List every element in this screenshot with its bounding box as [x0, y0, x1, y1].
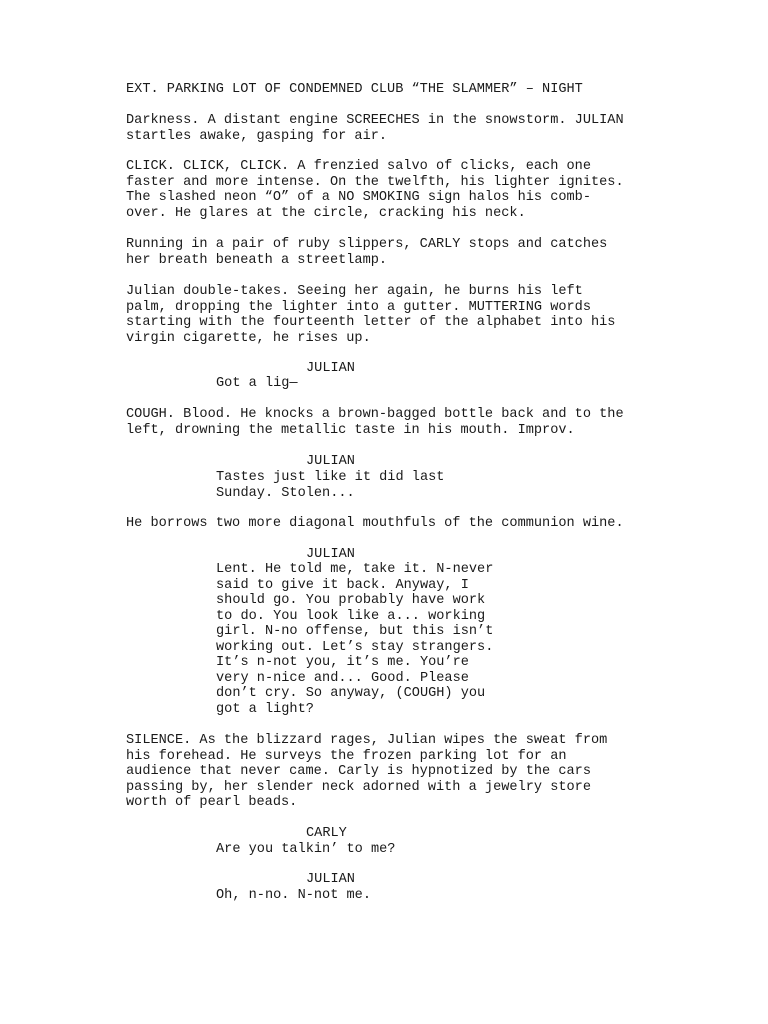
- action-line: CLICK. CLICK, CLICK. A frenzied salvo of clicks, each one: [126, 159, 591, 174]
- action-line: starting with the fourteenth letter of the alphabet into his: [126, 315, 616, 330]
- dialogue-line: to do. You look like a... working: [216, 608, 486, 624]
- action-line: over. He glares at the circle, cracking his neck.: [126, 205, 526, 221]
- dialogue-line: girl. N-no offense, but this isn’t: [216, 624, 494, 639]
- action-line: Julian double-takes. Seeing her again, he burns his left: [126, 284, 583, 299]
- action-line: startles awake, gasping for air.: [126, 128, 388, 144]
- action-line: passing by, her slender neck adorned with a jewelry store: [126, 779, 591, 795]
- action-line: virgin cigarette, he rises up.: [126, 330, 371, 346]
- dialogue-line: very n-nice and... Good. Please: [216, 670, 469, 686]
- dialogue-line: Sunday. Stolen...: [216, 485, 355, 501]
- character-cue: CARLY: [306, 826, 347, 841]
- dialogue-line: got a light?: [216, 701, 314, 717]
- dialogue-line: Are you talkin’ to me?: [216, 842, 396, 857]
- scene-heading: EXT. PARKING LOT OF CONDEMNED CLUB “THE SLAMMER” – NIGHT: [126, 82, 583, 97]
- character-cue: JULIAN: [306, 361, 355, 376]
- dialogue-line: working out. Let’s stay strangers.: [216, 639, 494, 655]
- dialogue-line: Lent. He told me, take it. N-never: [216, 562, 494, 577]
- action-line: Running in a pair of ruby slippers, CARLY stops and catches: [126, 237, 608, 252]
- action-line: audience that never came. Carly is hypnotized by the cars: [126, 764, 591, 779]
- character-cue: JULIAN: [306, 872, 355, 887]
- action-line: palm, dropping the lighter into a gutter. MUTTERING words: [126, 299, 591, 315]
- character-cue: JULIAN: [306, 454, 355, 469]
- action-line: The slashed neon “O” of a NO SMOKING sign halos his comb-: [126, 190, 591, 205]
- action-line: worth of pearl beads.: [126, 795, 298, 810]
- dialogue-line: Got a lig—: [216, 376, 298, 391]
- action-line: SILENCE. As the blizzard rages, Julian wipes the sweat from: [126, 733, 608, 748]
- action-line: He borrows two more diagonal mouthfuls of the communion wine.: [126, 516, 624, 531]
- dialogue-line: It’s n-not you, it’s me. You’re: [216, 655, 469, 670]
- character-cue: JULIAN: [306, 547, 355, 562]
- dialogue-line: don’t cry. So anyway, (COUGH) you: [216, 686, 486, 701]
- action-line: her breath beneath a streetlamp.: [126, 252, 388, 268]
- dialogue-line: said to give it back. Anyway, I: [216, 577, 469, 593]
- dialogue-line: should go. You probably have work: [216, 593, 486, 608]
- action-line: faster and more intense. On the twelfth, his lighter ignites.: [126, 174, 624, 190]
- dialogue-line: Tastes just like it did last: [216, 470, 445, 485]
- dialogue-line: Oh, n-no. N-not me.: [216, 888, 371, 903]
- action-line: COUGH. Blood. He knocks a brown-bagged bottle back and to the: [126, 407, 624, 422]
- action-line: left, drowning the metallic taste in his mouth. Improv.: [126, 422, 575, 438]
- action-line: Darkness. A distant engine SCREECHES in the snowstorm. JULIAN: [126, 113, 624, 128]
- action-line: his forehead. He surveys the frozen parking lot for an: [126, 748, 567, 764]
